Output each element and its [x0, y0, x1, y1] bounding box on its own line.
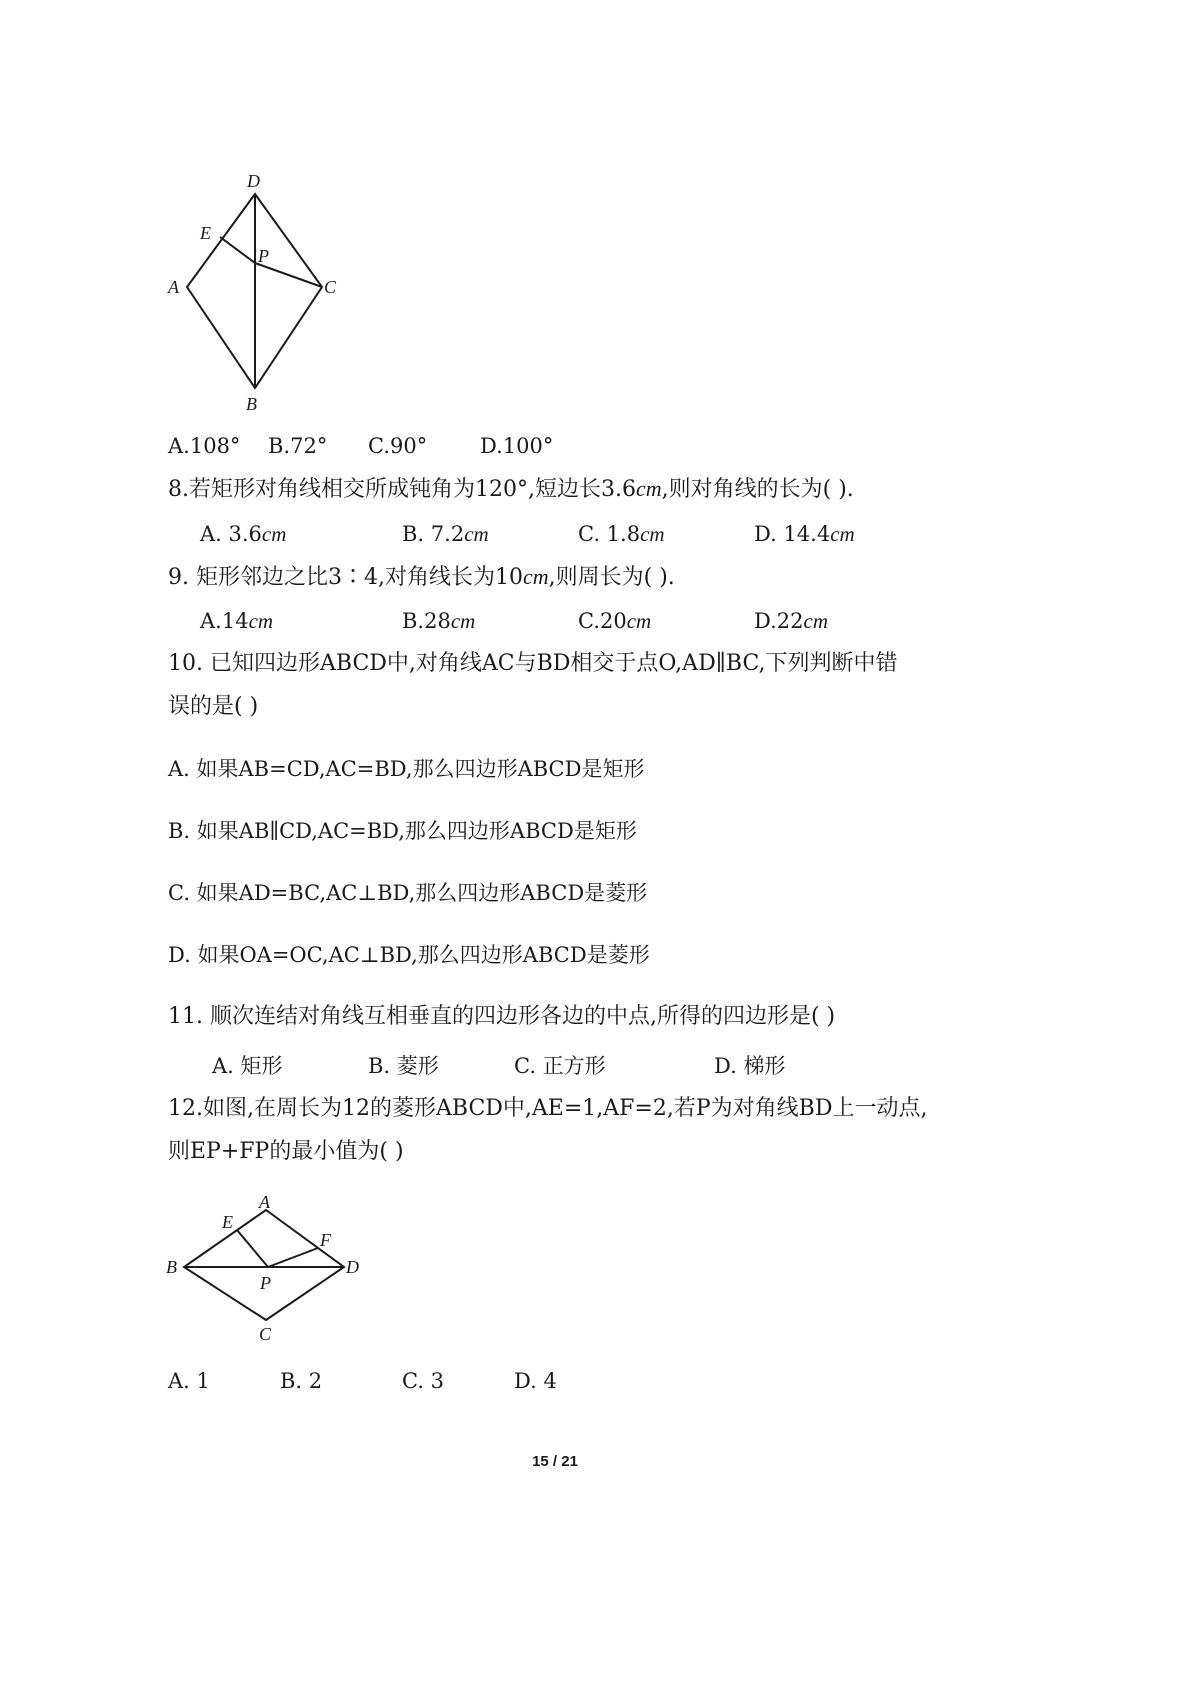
q8-option-b: B. 7.2cm [402, 522, 489, 546]
q12-line-2: 则EP+FP的最小值为( ) [168, 1139, 404, 1164]
q12-option-b: B. 2 [280, 1369, 323, 1393]
q10-option-c: C. 如果AD=BC,AC⊥BD,那么四边形ABCD是菱形 [168, 881, 648, 905]
q8-option-d: D. 14.4cm [754, 522, 855, 546]
label-D: D [247, 171, 260, 191]
q8-option-c: C. 1.8cm [578, 522, 665, 546]
label-B: B [166, 1257, 177, 1277]
q7-option-a: A.108° [168, 434, 241, 458]
q10-option-d: D. 如果OA=OC,AC⊥BD,那么四边形ABCD是菱形 [168, 943, 650, 967]
q7-option-d: D.100° [480, 434, 554, 458]
q9-option-c: C.20cm [578, 609, 652, 633]
q7-option-c: C.90° [368, 434, 428, 458]
label-D: D [346, 1257, 359, 1277]
label-E: E [222, 1212, 233, 1232]
label-A: A [259, 1192, 270, 1212]
q8-text: 8.若矩形对角线相交所成钝角为120°,短边长3.6cm,则对角线的长为( ). [168, 476, 854, 502]
q9-option-b: B.28cm [402, 609, 476, 633]
label-F: F [320, 1230, 331, 1250]
q10-line-1: 10. 已知四边形ABCD中,对角线AC与BD相交于点O,AD∥BC,下列判断中错 [168, 651, 898, 676]
q11-option-d: D. 梯形 [714, 1054, 786, 1078]
q12-option-c: C. 3 [402, 1369, 445, 1393]
q9-option-d: D.22cm [754, 609, 828, 633]
label-E: E [200, 223, 211, 243]
q9-text: 9. 矩形邻边之比3∶4,对角线长为10cm,则周长为( ). [168, 564, 675, 590]
label-A: A [168, 277, 179, 297]
q12-option-a: A. 1 [168, 1369, 210, 1393]
q12-option-d: D. 4 [514, 1369, 557, 1393]
figure-rhombus-1 [168, 171, 370, 440]
label-P: P [258, 246, 269, 266]
q9-option-a: A.14cm [200, 609, 274, 633]
q11-option-c: C. 正方形 [514, 1054, 606, 1078]
q12-line-1: 12.如图,在周长为12的菱形ABCD中,AE=1,AF=2,若P为对角线BD上一动点, [168, 1096, 928, 1121]
q11-option-b: B. 菱形 [368, 1054, 439, 1078]
page-number: 15 / 21 [532, 1453, 578, 1470]
q11-text: 11. 顺次连结对角线互相垂直的四边形各边的中点,所得的四边形是( ) [168, 1004, 836, 1029]
label-C: C [324, 277, 337, 297]
q10-option-b: B. 如果AB∥CD,AC=BD,那么四边形ABCD是矩形 [168, 819, 637, 843]
label-P: P [260, 1273, 271, 1293]
q10-option-a: A. 如果AB=CD,AC=BD,那么四边形ABCD是矩形 [168, 757, 645, 781]
figure-rhombus-2 [160, 1190, 380, 1350]
label-C: C [259, 1324, 272, 1344]
label-B: B [246, 394, 257, 414]
q8-option-a: A. 3.6cm [200, 522, 287, 546]
q11-option-a: A. 矩形 [212, 1054, 283, 1078]
q10-line-2: 误的是( ) [168, 694, 259, 719]
q7-option-b: B.72° [268, 434, 328, 458]
